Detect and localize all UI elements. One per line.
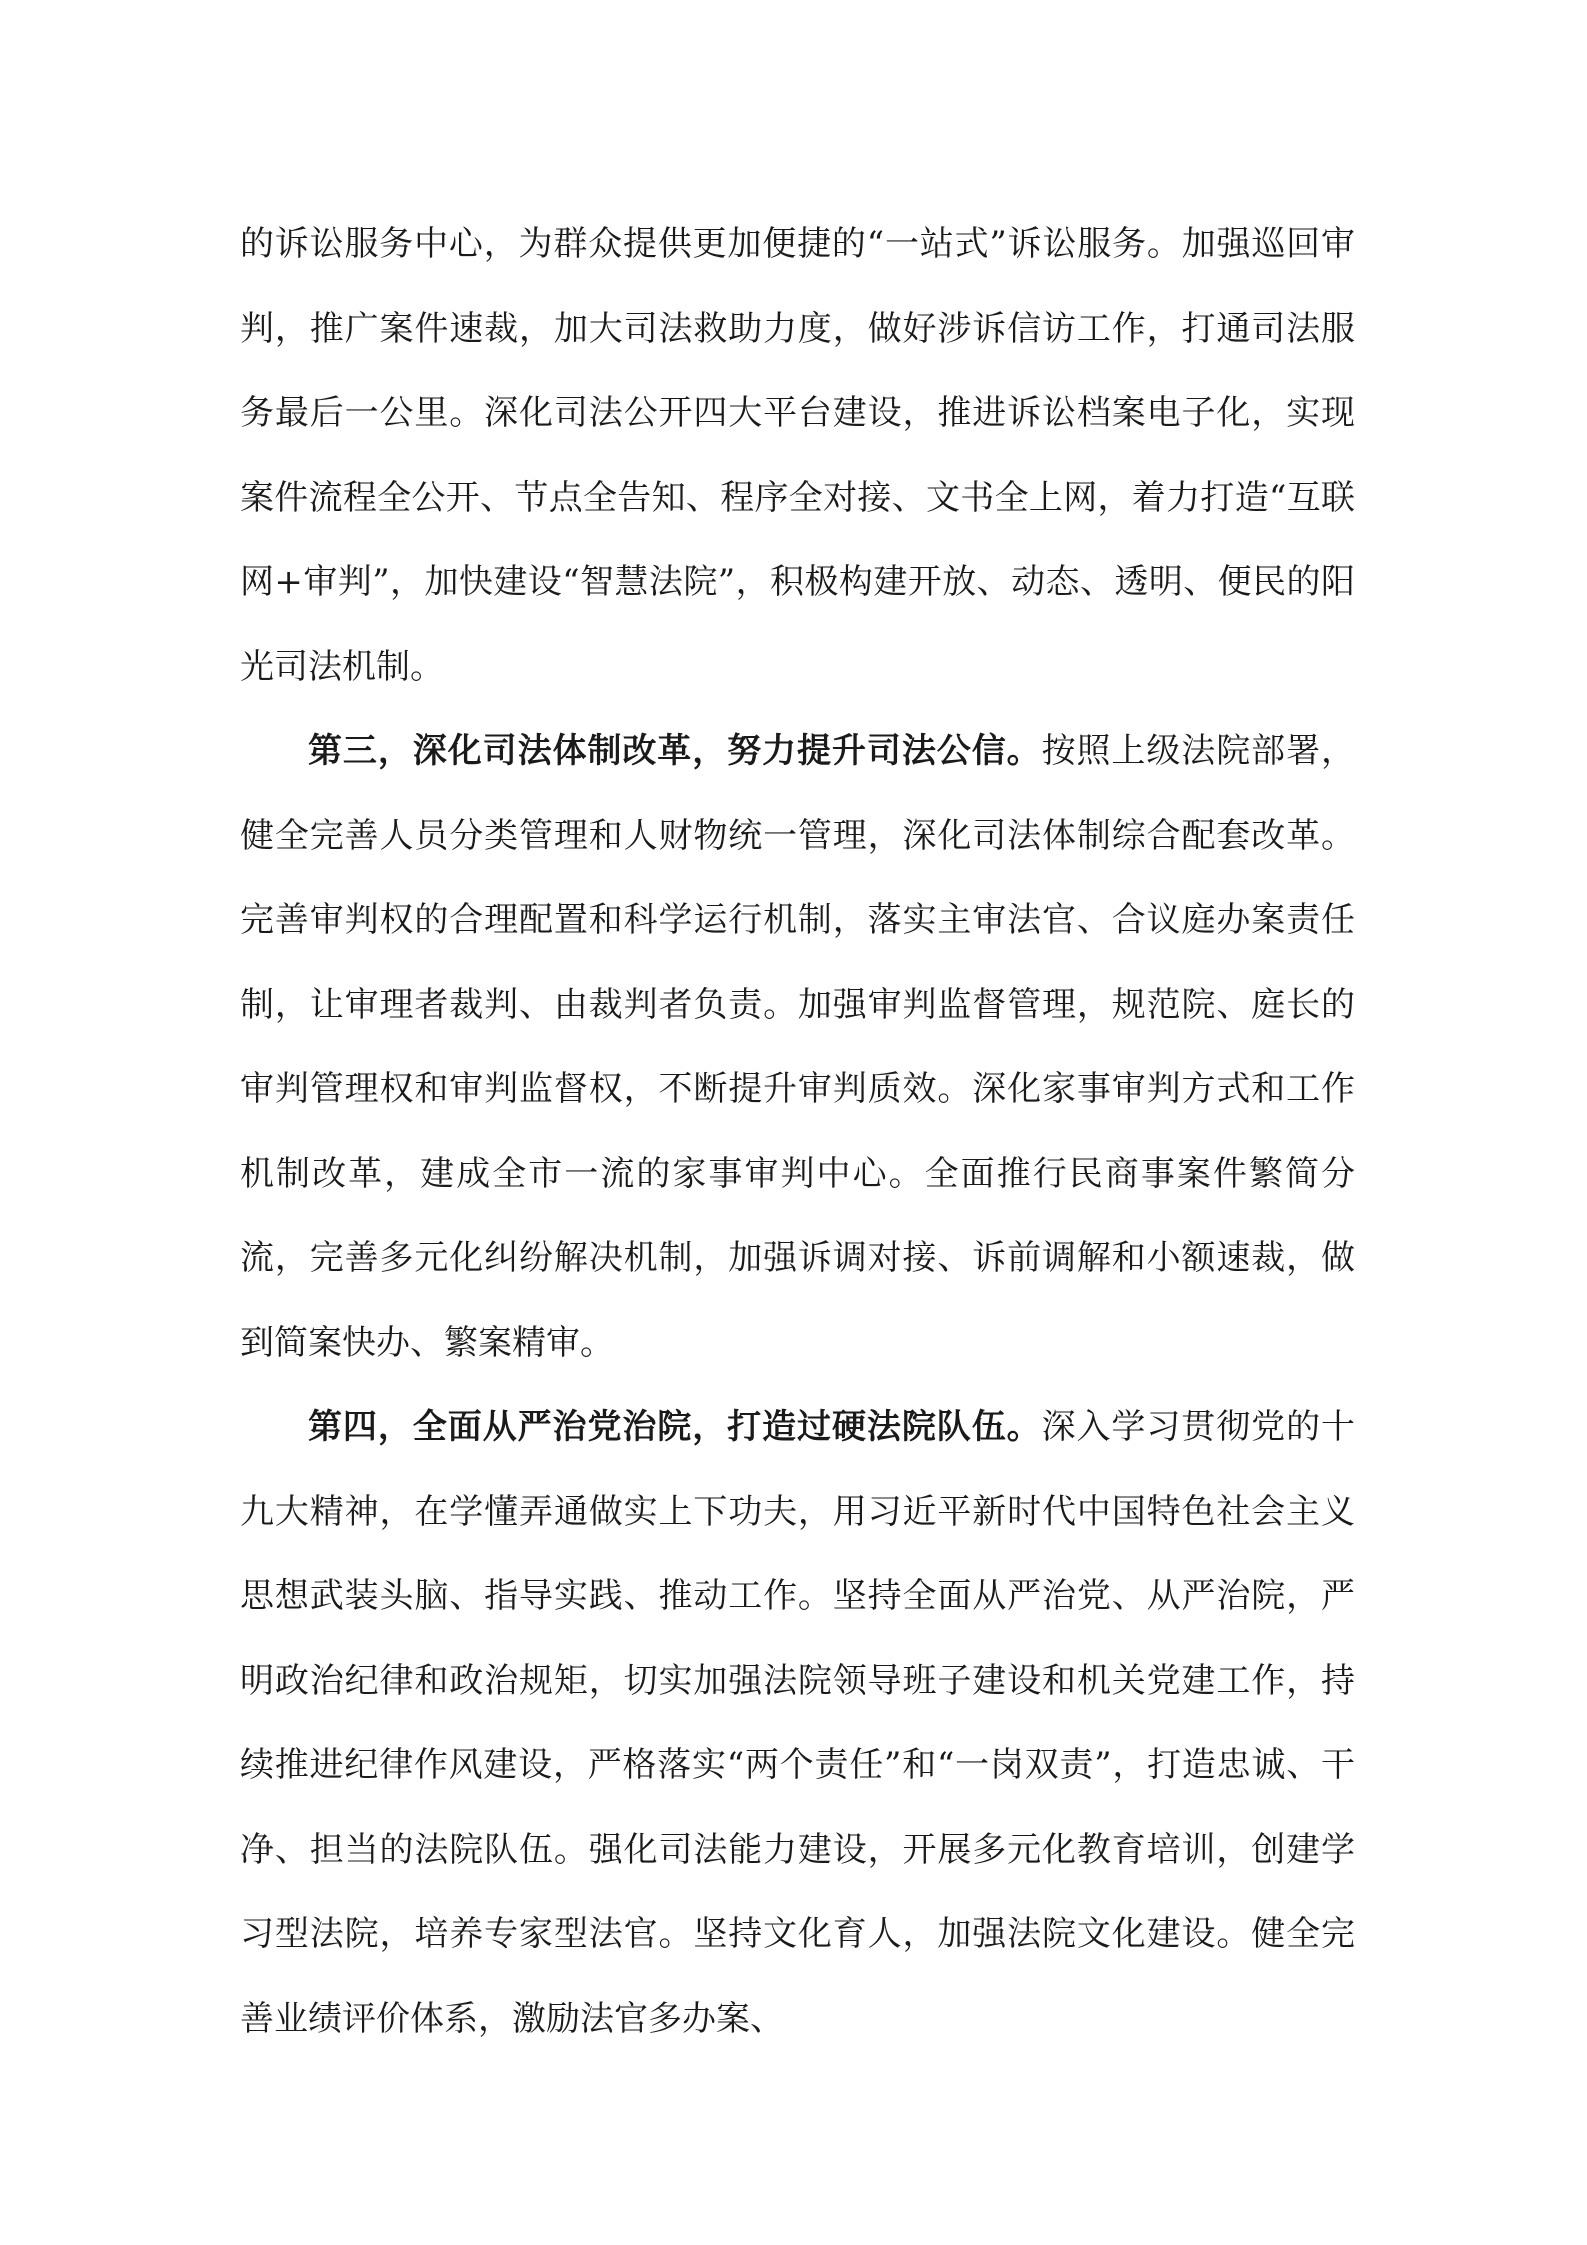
paragraph-lead-heading: 第三，深化司法体制改革，努力提升司法公信。 [308,731,1042,771]
paragraph-fourth-point [240,1385,1355,2061]
paragraph-text: 的诉讼服务中心，为群众提供更加便捷的“一站式”诉讼服务。加强巡回审判，推广案件速裁，加大司法救助力度，做好涉诉信访工作，打通司法服务最后一公里。深化司法公开四大平台建设，推进诉讼档案电子化，实现案件流程全公开、节点全告知、程序全对接、文书全上网，着力打造“互联网+审判”，加快建设“智慧法院”，积极构建开放、动态、透明、便民的阳光司法机制。 [240,224,1355,687]
paragraph-lead-heading: 第四，全面从严治党治院，打造过硬法院队伍。 [308,1407,1042,1447]
paragraph-continuation [240,202,1355,709]
paragraph-text: 按照上级法院部署，健全完善人员分类管理和人财物统一管理，深化司法体制综合配套改革。完善审判权的合理配置和科学运行机制，落实主审法官、合议庭办案责任制，让审理者裁判、由裁判者负责。加强审判监督管理，规范院、庭长的审判管理权和审判监督权，不断提升审判质效。深化家事审判方式和工作机制改革，建成全市一流的家事审判中心。全面推行民商事案件繁简分流，完善多元化纠纷解决机制，加强诉调对接、诉前调解和小额速裁，做到简案快办、繁案精审。 [240,731,1356,1363]
document-body [240,202,1355,2061]
paragraph-text: 深入学习贯彻党的十九大精神，在学懂弄通做实上下功夫，用习近平新时代中国特色社会主义思想武装头脑、指导实践、推动工作。坚持全面从严治党、从严治院，严明政治纪律和政治规矩，切实加强法院领导班子建设和机关党建工作，持续推进纪律作风建设，严格落实“两个责任”和“一岗双责”，打造忠诚、干净、担当的法院队伍。强化司法能力建设，开展多元化教育培训，创建学习型法院，培养专家型法官。坚持文化育人，加强法院文化建设。健全完善业绩评价体系，激励法官多办案、 [240,1407,1356,2039]
paragraph-third-point [240,709,1355,1385]
